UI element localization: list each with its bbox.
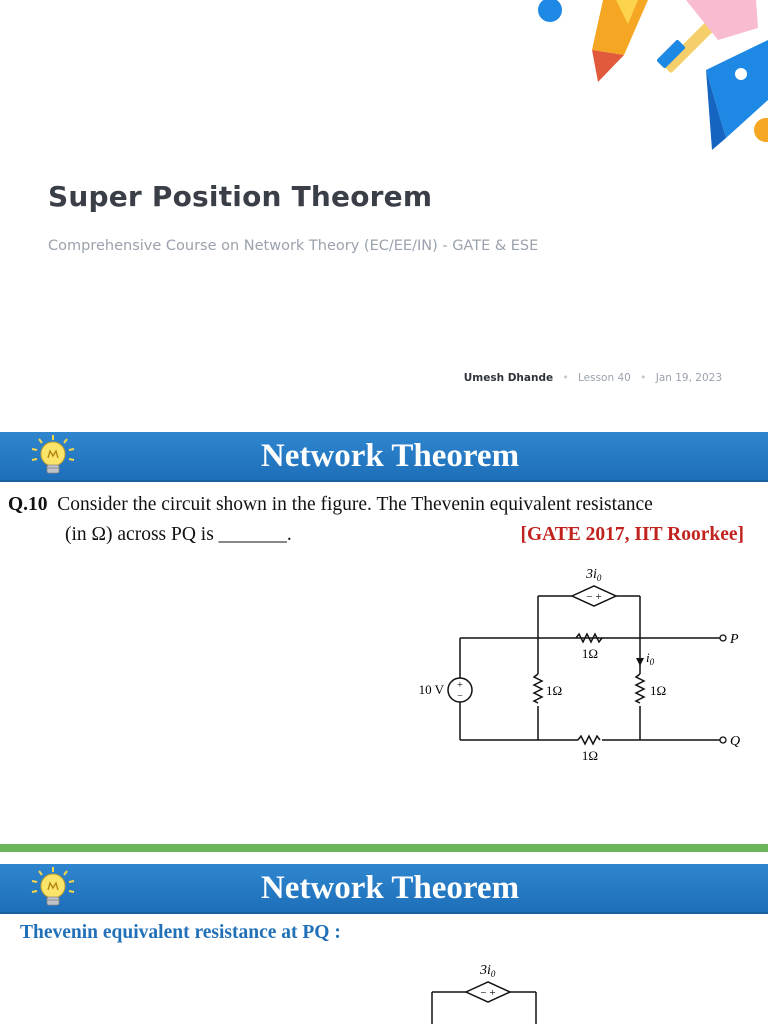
stationery-decoration-icon — [528, 0, 768, 150]
banner-title: Network Theorem — [260, 438, 520, 474]
terminal-p-label: P — [730, 632, 739, 647]
separator-dot: • — [562, 372, 569, 384]
lesson-title: Super Position Theorem — [48, 180, 433, 213]
lesson-meta — [464, 372, 722, 384]
course-subtitle: Comprehensive Course on Network Theory (EC/EE/IN) - GATE & ESE — [48, 238, 539, 254]
terminal-p-node — [720, 635, 726, 641]
resistor-right — [636, 674, 644, 703]
voltage-source-plus: + — [457, 680, 463, 691]
dep-source-signs: − + — [480, 987, 496, 999]
slide-banner — [0, 864, 768, 914]
solution-heading: Thevenin equivalent resistance at PQ : — [20, 922, 341, 943]
resistor-bottom — [578, 736, 600, 744]
voltage-source-minus: − — [457, 691, 463, 702]
banner-title: Network Theorem — [260, 870, 520, 906]
lesson-number: Lesson 40 — [577, 372, 631, 384]
circuit-diagram-partial — [400, 954, 600, 1024]
author-name[interactable]: Umesh Dhande — [463, 372, 554, 384]
question-number: Q.10 — [8, 494, 48, 515]
resistor-bottom-label: 1Ω — [581, 748, 599, 763]
solution-slide — [0, 852, 768, 1024]
resistor-left — [534, 674, 542, 703]
dep-source-label: $3i_0$ — [586, 567, 602, 583]
lesson-cover — [0, 0, 768, 420]
question-line-1 — [8, 494, 653, 516]
slide-separator — [0, 844, 768, 852]
question-slide — [0, 432, 768, 844]
slide-banner — [0, 432, 768, 482]
resistor-right-label: 1Ω — [650, 683, 667, 698]
lesson-date: Jan 19, 2023 — [655, 372, 722, 384]
current-arrow — [636, 658, 644, 666]
question-text-1: Consider the circuit shown in the figure. The Thevenin equivalent resistance — [57, 494, 653, 515]
terminal-q-node — [720, 737, 726, 743]
resistor-left-label: 1Ω — [546, 683, 563, 698]
question-text-2: (in Ω) across PQ is _______. — [65, 524, 292, 545]
separator-dot: • — [640, 372, 647, 384]
terminal-q-label: Q — [730, 734, 741, 749]
question-source: [GATE 2017, IIT Roorkee] — [520, 524, 744, 545]
circuit-diagram — [400, 562, 760, 772]
current-label: $i_0$ — [646, 650, 655, 667]
dep-source-signs: − + — [586, 591, 602, 603]
dep-source-label: $3i_0$ — [480, 963, 496, 979]
resistor-top-label: 1Ω — [581, 646, 599, 661]
voltage-source-label: 10 V — [418, 682, 444, 697]
